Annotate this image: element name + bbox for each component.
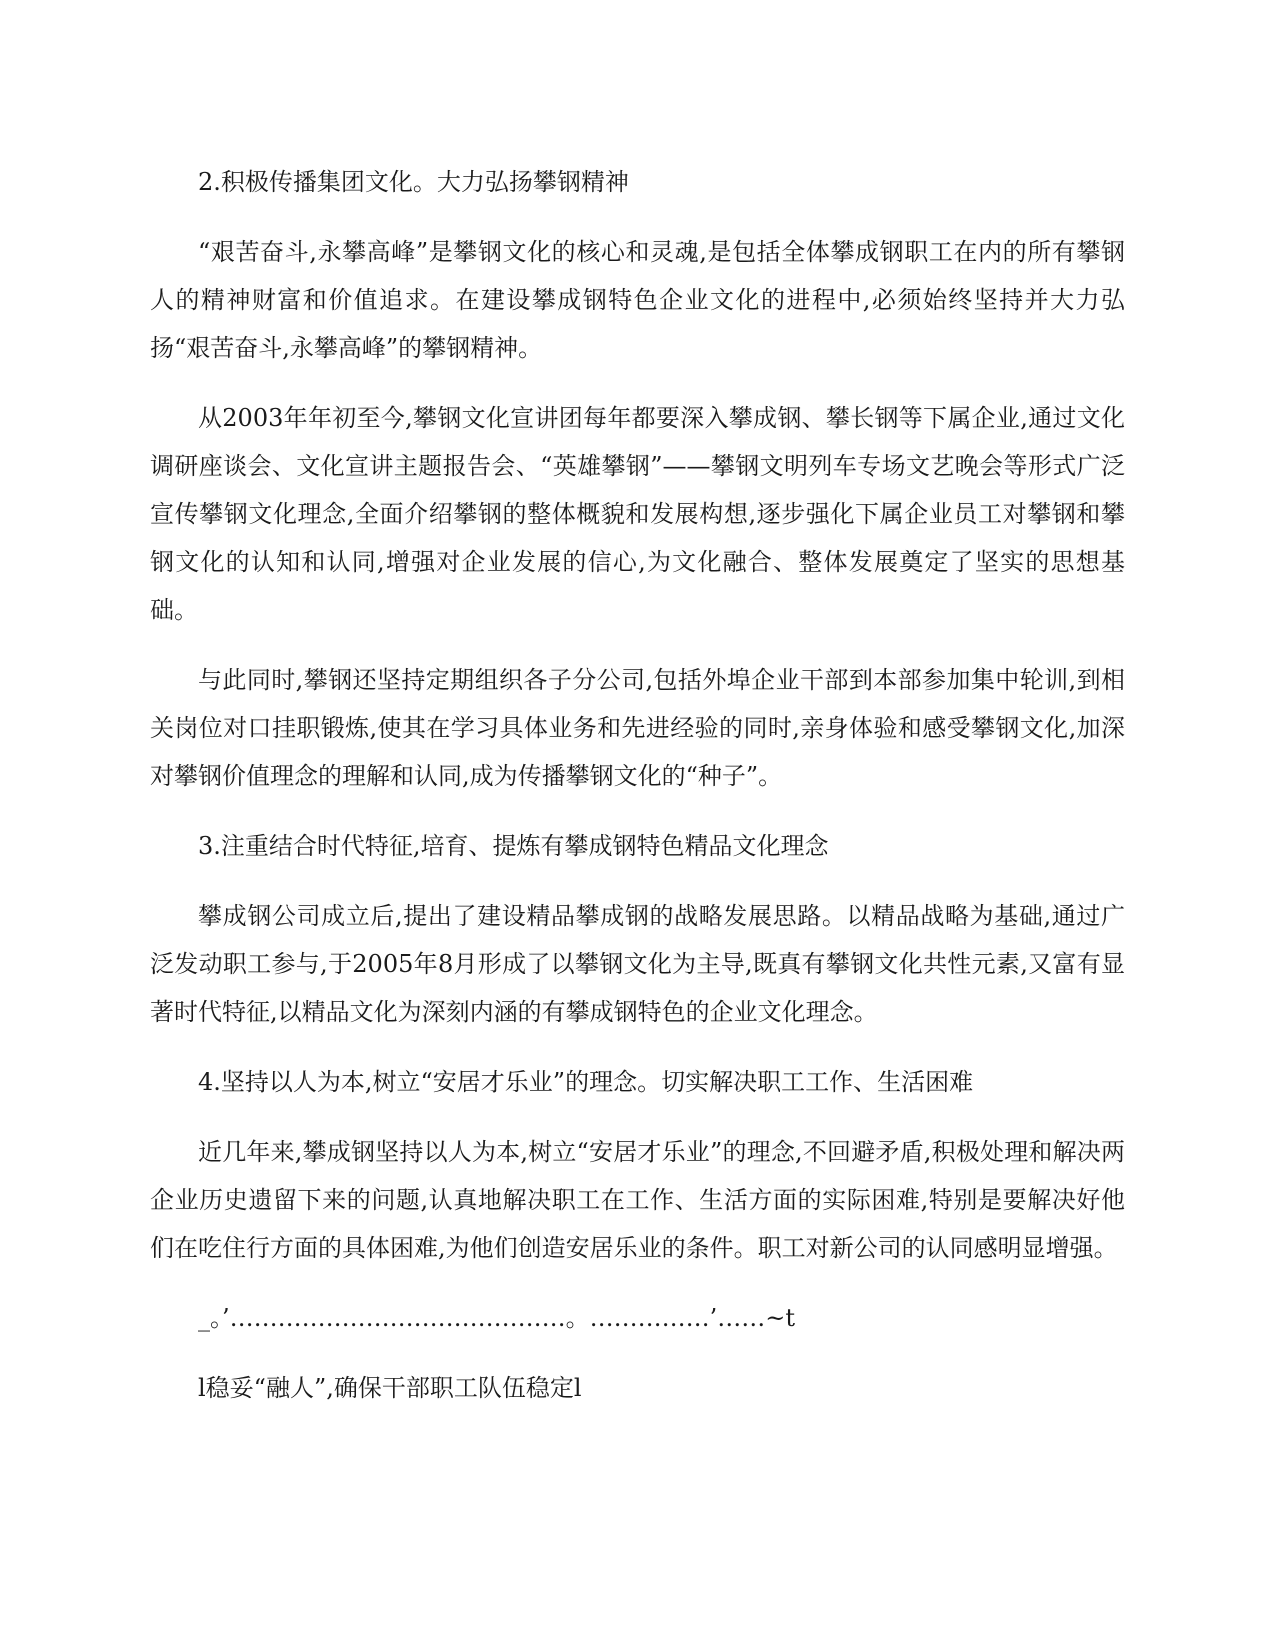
document-body [150, 158, 1125, 1412]
paragraph-cadre-training: 与此同时,攀钢还坚持定期组织各子分公司,包括外埠企业干部到本部参加集中轮训,到相关岗位对口挂职锻炼,使其在学习具体业务和先进经验的同时,亲身体验和感受攀钢文化,加深对攀钢价值理念的理解和认同,成为传播攀钢文化的“种子”。 [150, 666, 1125, 790]
garbled-line: _。’……………………………………。……………’……~t [198, 1304, 796, 1332]
section-heading-4: 4.坚持以人为本,树立“安居才乐业”的理念。切实解决职工工作、生活困难 [198, 1068, 974, 1096]
section-heading-5: l稳妥“融人”,确保干部职工队伍稳定l [198, 1374, 582, 1402]
section-heading-2: 2.积极传播集团文化。大力弘扬攀钢精神 [198, 168, 629, 196]
paragraph-propaganda-team: 从2003年年初至今,攀钢文化宣讲团每年都要深入攀成钢、攀长钢等下属企业,通过文化调研座谈会、文化宣讲主题报告会、“英雄攀钢”——攀钢文明列车专场文艺晚会等形式广泛宣传攀钢文化理念,全面介绍攀钢的整体概貌和发展构想,逐步强化下属企业员工对攀钢和攀钢文化的认知和认同,增强对企业发展的信心,为文化融合、整体发展奠定了坚实的思想基础。 [150, 404, 1125, 624]
section-heading-3: 3.注重结合时代特征,培育、提炼有攀成钢特色精品文化理念 [198, 832, 829, 860]
paragraph-people-oriented: 近几年来,攀成钢坚持以人为本,树立“安居才乐业”的理念,不回避矛盾,积极处理和解决两企业历史遗留下来的问题,认真地解决职工在工作、生活方面的实际困难,特别是要解决好他们在吃住行方面的具体困难,为他们创造安居乐业的条件。职工对新公司的认同感明显增强。 [150, 1138, 1125, 1262]
paragraph-quality-culture: 攀成钢公司成立后,提出了建设精品攀成钢的战略发展思路。以精品战略为基础,通过广泛发动职工参与,于2005年8月形成了以攀钢文化为主导,既真有攀钢文化共性元素,又富有显著时代特征,以精品文化为深刻内涵的有攀成钢特色的企业文化理念。 [150, 902, 1125, 1026]
paragraph-spirit-core: “艰苦奋斗,永攀高峰”是攀钢文化的核心和灵魂,是包括全体攀成钢职工在内的所有攀钢人的精神财富和价值追求。在建设攀成钢特色企业文化的进程中,必须始终坚持并大力弘扬“艰苦奋斗,永攀高峰”的攀钢精神。 [150, 238, 1125, 362]
